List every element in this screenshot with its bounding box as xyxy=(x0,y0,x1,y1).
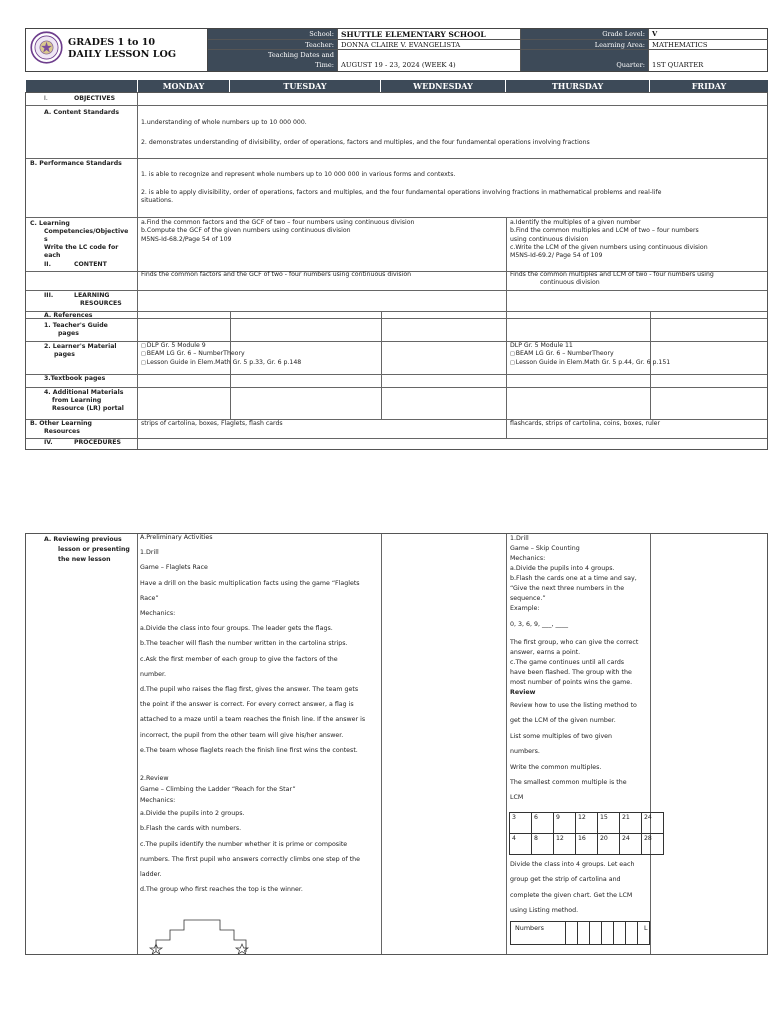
thu-review-line: LCM xyxy=(510,794,524,802)
numbers-chart-cut-label: L xyxy=(644,924,648,932)
competency-thu-c2: M5NS-Id-69.2/ Page 54 of 109 xyxy=(510,252,603,259)
multiples-table xyxy=(509,812,664,855)
mon-proc-line: d.The pupil who raises the flag first, gives the answer. The team gets xyxy=(140,686,359,694)
content-label: CONTENT xyxy=(74,261,107,268)
thu-review-heading: Review xyxy=(510,689,536,696)
competency-thu-b1: b.Find the common multiples and LCM of two – four numbers xyxy=(510,227,699,235)
competency-thu-a: a.Identify the multiples of a given number xyxy=(510,219,641,226)
quarter-label: Quarter: xyxy=(521,50,648,71)
multiple-cell: 20 xyxy=(598,834,620,855)
thu-rule-line: have been flashed. The group with the xyxy=(510,669,632,676)
competencies-thursday xyxy=(510,219,765,260)
lm-mon-2: □ BEAM LG Gr. 6 – NumberTheory xyxy=(141,350,381,358)
lm-thu-2: □ BEAM LG Gr. 6 – NumberTheory xyxy=(510,350,765,358)
procedures-num: IV. xyxy=(44,439,53,446)
lesson-log-header xyxy=(25,28,768,72)
lc-line-2: Competencies/Objective xyxy=(44,228,129,236)
mon-proc-line: a.Divide the class into four groups. The leader gets the flags. xyxy=(140,625,333,633)
thu-drill-line: sequence.” xyxy=(510,595,546,602)
other-line-1: B. Other Learning xyxy=(30,420,92,427)
content-num: II. xyxy=(44,261,51,268)
thu-rule-line: The first group, who can give the correct xyxy=(510,639,639,646)
teaching-dates-label-line1: Teaching Dates and xyxy=(268,51,334,59)
day-header-monday: MONDAY xyxy=(138,80,229,92)
content-thursday-line2: continuous division xyxy=(540,279,600,287)
mon-proc-line: Race” xyxy=(140,594,159,602)
mon-proc-line: 1.Drill xyxy=(140,549,159,557)
textbook-pages-label: 3.Textbook pages xyxy=(44,375,106,382)
mon-proc-line: Mechanics: xyxy=(140,610,176,618)
procedures-label: PROCEDURES xyxy=(74,439,121,446)
mon-proc-line xyxy=(140,758,376,773)
thu-rule-line: answer, earns a point. xyxy=(510,649,581,656)
lm-line-2: pages xyxy=(54,351,75,359)
mon-proc-line: b.The teacher will flash the number written in the cartolina strips. xyxy=(140,640,348,648)
other-line-2: Resources xyxy=(44,428,80,436)
content-standard-2: 2. demonstrates understanding of divisibility, order of operations, factors and multiples, and the four fundamental operations involving fractions xyxy=(141,139,590,146)
lm-mon-1: □ DLP Gr. 5 Module 9 xyxy=(141,342,381,350)
learning-resources-label xyxy=(74,292,122,308)
school-value: SHUTTLE ELEMENTARY SCHOOL xyxy=(341,30,486,39)
multiples-row-3 xyxy=(510,813,664,834)
content-standard-1: 1.understanding of whole numbers up to 10 000 000. xyxy=(141,119,307,126)
tg-line-2: pages xyxy=(58,330,79,338)
mon-proc-line: numbers. The first pupil who answers correctly climbs one step of the xyxy=(140,855,361,863)
multiple-cell: 8 xyxy=(532,834,554,855)
multiple-cell: 12 xyxy=(554,834,576,855)
mon-proc-line: Have a drill on the basic multiplication facts using the game “Flaglets xyxy=(140,579,360,587)
thu-review-line: List some multiples of two given xyxy=(510,732,613,740)
mon-proc-line: incorrect, the pupil from the other team will give his/her answer. xyxy=(140,731,344,739)
mon-proc-line: a.Divide the pupils into 2 groups. xyxy=(140,810,245,818)
teacher-label: Teacher: xyxy=(208,40,337,49)
mon-proc-line: attached to a maze until a team reaches the finish line. If the answer is xyxy=(140,716,366,724)
thu-rule-line: most number of points wins the game. xyxy=(510,679,633,686)
multiple-cell: 9 xyxy=(554,813,576,834)
multiples-row-4 xyxy=(510,834,664,855)
mon-proc-line: the point if the answer is correct. For every correct answer, a flag is xyxy=(140,701,354,709)
learner-materials-monday xyxy=(141,342,381,367)
deped-seal-icon xyxy=(30,31,63,64)
thu-drill-line: Game – Skip Counting xyxy=(510,545,580,552)
tg-line-1: 1. Teacher's Guide xyxy=(44,322,108,329)
multiple-cell: 12 xyxy=(576,813,598,834)
competency-mon-b: b.Compute the GCF of the given numbers using continuous division xyxy=(141,227,351,235)
mon-proc-line: c.Ask the first member of each group to give the factors of the xyxy=(140,655,338,663)
monday-procedure xyxy=(140,530,376,897)
header-title-block xyxy=(26,29,208,71)
content-thursday xyxy=(510,271,765,288)
lm-line-1: 2. Learner's Material xyxy=(44,343,117,350)
review-line-3: the new lesson xyxy=(58,556,111,563)
thu-activity-line: Divide the class into 4 groups. Let each xyxy=(510,861,635,868)
day-header-blank xyxy=(26,80,137,92)
lesson-log-table xyxy=(25,92,768,450)
thu-review-line: Review how to use the listing method to xyxy=(510,702,637,709)
mon-proc-line: b.Flash the cards with numbers. xyxy=(140,825,242,833)
review-lesson-label xyxy=(44,535,130,565)
lm-thu-1: DLP Gr. 5 Module 11 xyxy=(510,342,573,349)
competency-mon-code: M5NS-Id-68.2/Page 54 of 109 xyxy=(141,235,232,243)
thursday-activity xyxy=(510,857,650,919)
thu-activity-line: group get the strip of cartolina and xyxy=(510,876,621,884)
lc-line-4: Write the LC code for xyxy=(44,244,119,252)
lm-mon-3: □ Lesson Guide in Elem.Math Gr. 5 p.33, Gr. 6 p.148 xyxy=(141,359,381,367)
lm-thu-3: □ Lesson Guide in Elem.Math Gr. 5 p.44, Gr. 6 p.151 xyxy=(510,359,765,367)
procedures-table xyxy=(25,533,768,955)
quarter-value: 1ST QUARTER xyxy=(652,61,704,69)
thu-review-line: numbers. xyxy=(510,748,540,756)
lc-line-3: s xyxy=(44,236,48,244)
other-resources-label xyxy=(30,420,92,436)
mon-proc-line: A.Preliminary Activities xyxy=(140,534,213,541)
references-label: A. References xyxy=(44,312,93,319)
teaching-dates-value: AUGUST 19 - 23, 2024 (WEEK 4) xyxy=(341,61,456,69)
mon-proc-line: d.The group who first reaches the top is the winner. xyxy=(140,886,303,894)
multiple-cell: 4 xyxy=(510,834,532,855)
competency-thu-b2: using continuous division xyxy=(510,235,589,243)
teacher-value: DONNA CLAIRE V. EVANGELISTA xyxy=(341,41,461,49)
competency-thu-c1: c.Write the LCM of the given numbers using continuous division xyxy=(510,243,708,251)
mon-proc-line: number. xyxy=(140,670,166,678)
additional-materials-label xyxy=(44,389,124,413)
lr-line-1: LEARNING xyxy=(74,292,110,299)
numbers-chart xyxy=(510,921,650,945)
learners-material-label xyxy=(44,343,117,359)
multiple-cell: 16 xyxy=(576,834,598,855)
add-line-2: from Learning xyxy=(52,397,102,405)
mon-proc-line: e.The team whose flaglets reach the finish line first wins the contest. xyxy=(140,746,358,754)
day-header-thursday: THURSDAY xyxy=(506,80,649,92)
thu-drill-line: b.Flash the cards one at a time and say, xyxy=(510,575,637,582)
learning-resources-num: III. xyxy=(44,292,54,299)
content-thursday-line1: Finds the common multiples and LCM of two - four numbers using xyxy=(510,271,714,278)
thu-activity-line: complete the given chart. Get the LCM xyxy=(510,891,633,899)
thu-activity-line: using Listing method. xyxy=(510,907,579,915)
teaching-dates-label-line2: Time: xyxy=(315,60,334,69)
learning-area-value: MATHEMATICS xyxy=(652,41,708,49)
performance-standard-2a: 2. is able to apply divisibility, order of operations, factors and multiples, and the four fundamental operations involving fractions in mathematical problems and real-life xyxy=(141,189,662,196)
other-resources-monday: strips of cartolina, boxes, Flaglets, flash cards xyxy=(141,420,283,427)
lc-line-1: C. Learning xyxy=(30,220,70,227)
teachers-guide-label xyxy=(44,322,108,338)
thu-drill-line: 1.Drill xyxy=(510,535,529,542)
competency-mon-a: a.Find the common factors and the GCF of two – four numbers using continuous division xyxy=(141,219,415,226)
header-title xyxy=(68,37,176,61)
mon-proc-line: Game – Climbing the Ladder “Reach for the Star” xyxy=(140,786,296,794)
learning-area-label: Learning Area: xyxy=(521,40,648,49)
thu-drill-line: “Give the next three numbers in the xyxy=(510,585,625,592)
grade-level-label: Grade Level: xyxy=(521,29,648,39)
multiple-cell: 15 xyxy=(598,813,620,834)
multiple-cell: 21 xyxy=(620,813,642,834)
numbers-chart-header: Numbers xyxy=(515,924,545,932)
title-line-2: DAILY LESSON LOG xyxy=(68,48,177,60)
competencies-monday xyxy=(141,219,503,244)
review-line-2: lesson or presenting xyxy=(58,546,130,553)
multiple-cell: 28 xyxy=(642,834,664,855)
grade-level-value: V xyxy=(652,30,658,38)
multiple-cell: 6 xyxy=(532,813,554,834)
lr-line-2: RESOURCES xyxy=(80,300,122,308)
day-header-wednesday: WEDNESDAY xyxy=(381,80,505,92)
add-line-1: 4. Additional Materials xyxy=(44,389,124,396)
mon-proc-line: Mechanics: xyxy=(140,797,176,805)
teaching-dates-label xyxy=(208,50,337,71)
school-label: School: xyxy=(208,29,337,39)
ladder-steps-icon xyxy=(146,914,256,954)
mon-proc-line: ladder. xyxy=(140,871,162,879)
objectives-num: I. xyxy=(44,95,48,102)
performance-standards-label: B. Performance Standards xyxy=(30,160,122,167)
thursday-procedure xyxy=(510,534,650,806)
performance-standard-2b: situations. xyxy=(141,197,174,205)
multiple-cell: 3 xyxy=(510,813,532,834)
thu-review-line: Write the common multiples. xyxy=(510,763,602,771)
mon-proc-line: Game – Flaglets Race xyxy=(140,564,208,572)
thu-drill-line: a.Divide the pupils into 4 groups. xyxy=(510,565,615,572)
add-line-3: Resource (LR) portal xyxy=(52,405,124,413)
mon-proc-line: c.The pupils identify the number whether it is prime or composite xyxy=(140,840,348,848)
title-line-1: GRADES 1 to 10 xyxy=(68,37,156,48)
thu-rule-line: c.The game continues until all cards xyxy=(510,659,625,666)
thu-drill-line: Mechanics: xyxy=(510,555,546,562)
learner-materials-thursday xyxy=(510,342,765,367)
thu-review-line: get the LCM of the given number. xyxy=(510,717,616,725)
learning-competencies-label xyxy=(30,220,136,260)
multiple-cell: 24 xyxy=(620,834,642,855)
header-fields xyxy=(208,29,768,71)
objectives-label: OBJECTIVES xyxy=(74,95,116,102)
content-monday: Finds the common factors and the GCF of two - four numbers using continuous division xyxy=(141,271,412,278)
multiple-cell: 24 xyxy=(642,813,664,834)
other-resources-thursday: flashcards, strips of cartolina, coins, boxes, ruler xyxy=(510,420,661,427)
content-standards-label: A. Content Standards xyxy=(44,109,120,116)
review-line-1: A. Reviewing previous xyxy=(44,536,122,543)
performance-standard-1: 1. is able to recognize and represent whole numbers up to 10 000 000 in various forms and contexts. xyxy=(141,171,456,178)
day-header-tuesday: TUESDAY xyxy=(230,80,380,92)
day-header-friday: FRIDAY xyxy=(650,80,768,92)
mon-proc-line: 2.Review xyxy=(140,775,169,783)
thu-example: 0, 3, 6, 9, ___, ____ xyxy=(510,621,569,628)
performance-standard-2 xyxy=(141,189,761,206)
thu-drill-line: Example: xyxy=(510,605,540,612)
lc-line-5: each xyxy=(44,252,61,260)
thu-review-line: The smallest common multiple is the xyxy=(510,779,627,787)
